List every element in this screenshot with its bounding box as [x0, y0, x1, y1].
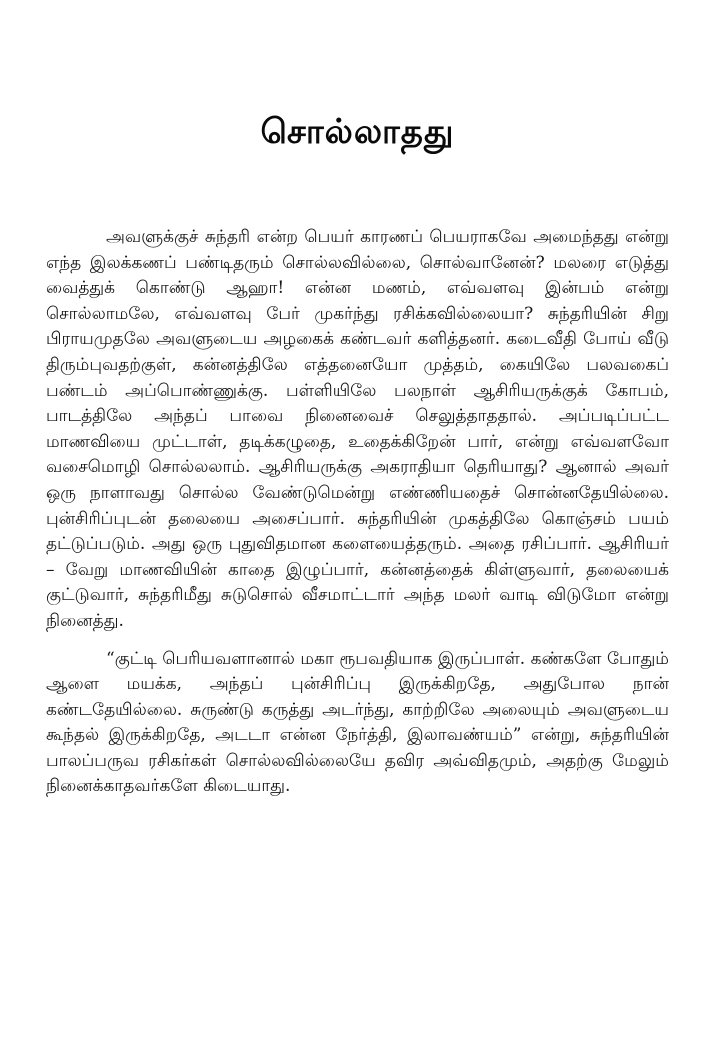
paragraph-2: “குட்டி பெரியவளானால் மகா ரூபவதியாக இருப்பாள். கண்களே போதும் ஆளை மயக்க, அந்தப் புன்சிரிப்பு இருக்கிறதே, அதுபோல நான் கண்டதேயில்லை. சுருண்டு கருத்து அடர்ந்து, காற்றிலே அலையும் அவளுடைய கூந்தல் இருக்கிறதே, அடடா என்ன நேர்த்தி, இலாவண்யம்” என்று, சுந்தரியின் பாலப்பருவ ரசிகர்கள் சொல்லவில்லையே தவிர அவ்விதமும், அதற்கு மேலும் நினைக்காதவர்களே கிடையாது. — [46, 648, 669, 797]
paragraph-1: அவளுக்குச் சுந்தரி என்ற பெயர் காரணப் பெயராகவே அமைந்தது என்று எந்த இலக்கணப் பண்டிதரும் சொல்லவில்லை, சொல்வானேன்? மலரை எடுத்து வைத்துக் கொண்டு ஆஹா! என்ன மணம், எவ்வளவு இன்பம் என்று சொல்லாமலே, எவ்வளவு பேர் முகர்ந்து ரசிக்கவில்லையா? சுந்தரியின் சிறு பிராயமுதலே அவளுடைய அழகைக் கண்டவர் களித்தனர். கடைவீதி போய் வீடு திரும்புவதற்குள், கன்னத்திலே எத்தனையோ முத்தம், கையிலே பலவகைப் பண்டம் அப்பொண்ணுக்கு. பள்ளியிலே பலநாள் ஆசிரியருக்குக் கோபம், பாடத்திலே அந்தப் பாவை நினைவைச் செலுத்தாததால். அப்படிப்பட்ட மாணவியை முட்டாள், தடிக்கழுதை, உதைக்கிறேன் பார், என்று எவ்வளவோ வசைமொழி சொல்லலாம். ஆசிரியருக்கு அகராதியா தெரியாது? ஆனால் அவர் ஒரு நாளாவது சொல்ல வேண்டுமென்று எண்ணியதைச் சொன்னதேயில்லை. புன்சிரிப்புடன் தலையை அசைப்பார். சுந்தரியின் முகத்திலே கொஞ்சம் பயம் தட்டுப்படும். அது ஒரு புதுவிதமான களையைத்தரும். அதை ரசிப்பார். ஆசிரியர் – வேறு மாணவியின் காதை இழுப்பார், கன்னத்தைக் கிள்ளுவார், தலையைக் குட்டுவார், சுந்தரிமீது சுடுசொல் வீசமாட்டார் அந்த மலர் வாடி விடுமோ என்று நினைத்து. — [46, 227, 669, 631]
chapter-title: சொல்லாதது — [260, 112, 455, 152]
body-text — [46, 225, 669, 800]
